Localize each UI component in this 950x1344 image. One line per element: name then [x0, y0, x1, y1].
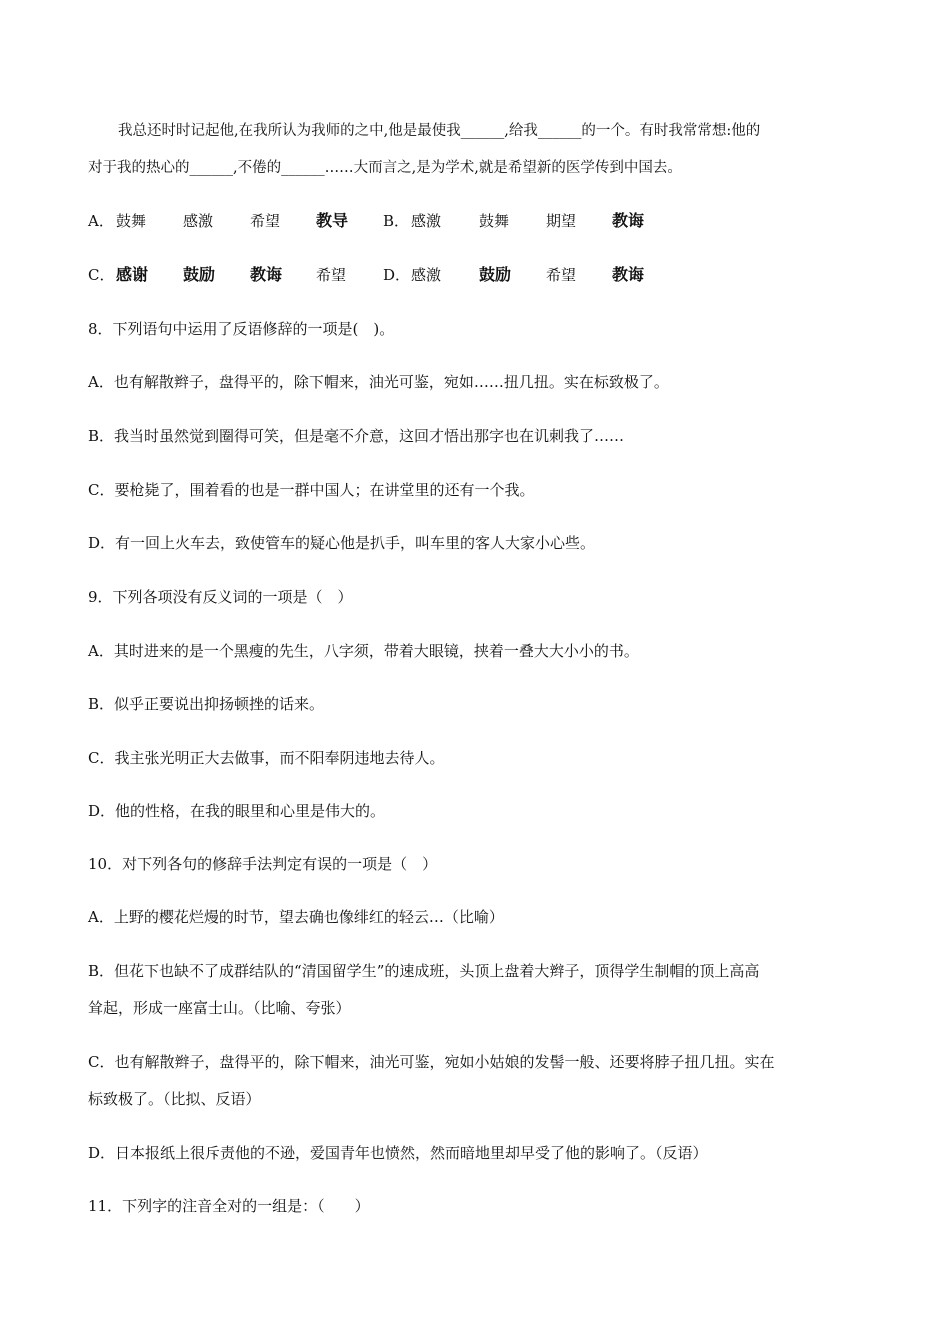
q9-option-a: A．其时进来的是一个黑瘦的先生，八字须，带着大眼镜，挟着一叠大大小小的书。 [88, 642, 639, 660]
q10-stem: 10．对下列各句的修辞手法判定有误的一项是（ ） [88, 855, 438, 873]
option-a-word-3: 希望 [250, 212, 281, 230]
option-b-word-4: 教诲 [612, 211, 645, 230]
option-d-word-2: 鼓励 [479, 265, 512, 284]
q10-option-c-line-2: 标致极了。（比拟、反语） [88, 1090, 261, 1108]
option-b-word-2: 鼓舞 [479, 212, 510, 230]
passage-line-2: 对于我的热心的______,不倦的______……大而言之,是为学术,就是希望新的医学传到中国去。 [88, 160, 682, 176]
q10-option-b-line-2: 耸起，形成一座富士山。（比喻、夸张） [88, 999, 351, 1017]
q10-option-a: A．上野的樱花烂熳的时节，望去确也像绯红的轻云…（比喻） [88, 908, 504, 926]
option-a-word-4: 教导 [316, 211, 349, 230]
q10-option-b-line-1: B．但花下也缺不了成群结队的“清国留学生”的速成班，头顶上盘着大辫子，顶得学生制帽的顶上高高 [88, 962, 760, 980]
option-c-word-3: 教诲 [250, 265, 283, 284]
option-a-word-2: 感激 [183, 212, 214, 230]
q8-option-b: B．我当时虽然觉到圈得可笑，但是毫不介意，这回才悟出那字也在讥刺我了…… [88, 427, 625, 445]
q8-option-a: A．也有解散辫子，盘得平的，除下帽来，油光可鉴，宛如……扭几扭。实在标致极了。 [88, 373, 669, 391]
option-c-word-4: 希望 [316, 266, 347, 284]
q9-option-d: D．他的性格，在我的眼里和心里是伟大的。 [88, 802, 386, 820]
q9-stem: 9．下列各项没有反义词的一项是（ ） [88, 588, 353, 606]
passage-line-1: 我总还时时记起他,在我所认为我师的之中,他是最使我______,给我______的一个。有时我常常想:他的 [118, 123, 761, 139]
q11-stem: 11．下列字的注音全对的一组是：（ ） [88, 1197, 370, 1215]
q8-option-d: D．有一回上火车去，致使管车的疑心他是扒手，叫车里的客人大家小心些。 [88, 534, 596, 552]
option-a-word-1: 鼓舞 [116, 212, 147, 230]
option-c-word-1: 感谢 [116, 265, 149, 284]
option-label-d: D． [383, 266, 411, 284]
q9-option-c: C．我主张光明正大去做事，而不阳奉阴违地去待人。 [88, 749, 445, 767]
option-c-word-2: 鼓励 [183, 265, 216, 284]
option-d-word-4: 教诲 [612, 265, 645, 284]
option-label-c: C． [88, 266, 115, 284]
q10-option-c-line-1: C．也有解散辫子，盘得平的，除下帽来，油光可鉴，宛如小姑娘的发髻一般、还要将脖子扭几扭。实在 [88, 1053, 775, 1071]
q9-option-b: B．似乎正要说出抑扬顿挫的话来。 [88, 695, 325, 713]
q10-option-d: D．日本报纸上很斥责他的不逊，爱国青年也愤然，然而暗地里却早受了他的影响了。（反语） [88, 1144, 708, 1162]
option-d-word-1: 感激 [411, 266, 442, 284]
option-b-word-3: 期望 [546, 212, 577, 230]
q8-option-c: C．要枪毙了，围着看的也是一群中国人；在讲堂里的还有一个我。 [88, 481, 535, 499]
option-label-b: B． [383, 212, 410, 230]
option-label-a: A． [88, 212, 114, 230]
q8-stem: 8．下列语句中运用了反语修辞的一项是( )。 [88, 320, 395, 338]
option-b-word-1: 感激 [411, 212, 442, 230]
option-d-word-3: 希望 [546, 266, 577, 284]
